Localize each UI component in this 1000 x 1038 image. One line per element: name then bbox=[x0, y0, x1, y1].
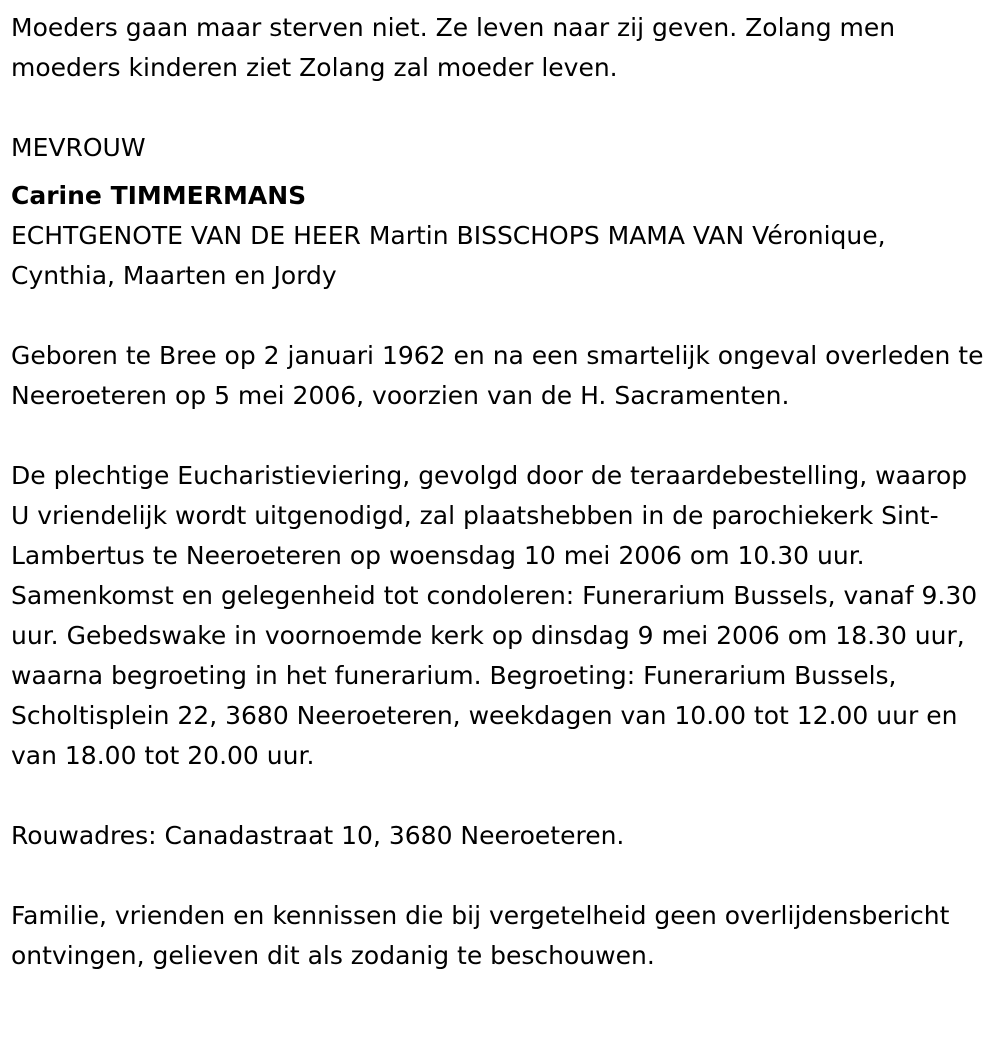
spacer bbox=[11, 856, 986, 896]
birth-death-details: Geboren te Bree op 2 januari 1962 en na een smartelijk ongeval overleden te Neeroeteren op 5 mei 2006, voorzien van de H. Sacramenten. bbox=[11, 341, 984, 410]
memorial-poem: Moeders gaan maar sterven niet. Ze leven naar zij geven. Zolang men moeders kinderen ziet Zolang zal moeder leven. bbox=[11, 13, 896, 82]
family-relations: ECHTGENOTE VAN DE HEER Martin BISSCHOPS MAMA VAN Véronique, Cynthia, Maarten en Jordy bbox=[11, 221, 886, 290]
deceased-name: Carine TIMMERMANS bbox=[11, 181, 307, 210]
salutation: MEVROUW bbox=[11, 133, 146, 162]
closing-notice: Familie, vrienden en kennissen die bij vergetelheid geen overlijdensbericht ontvingen, gelieven dit als zodanig te beschouwen. bbox=[11, 901, 950, 970]
spacer bbox=[11, 296, 986, 336]
spacer bbox=[11, 88, 986, 128]
spacer bbox=[11, 416, 986, 456]
spacer bbox=[11, 776, 986, 816]
ceremony-details: De plechtige Eucharistieviering, gevolgd door de teraardebestelling, waarop U vriendelijk wordt uitgenodigd, zal plaatshebben in de parochiekerk Sint-Lambertus te Neeroeteren op woensdag 10 mei 2006 om 10.30 uur. Samenkomst en gelegenheid tot condoleren: Funerarium Bussels, vanaf 9.30 uur. Gebedswake in voornoemde kerk op dinsdag 9 mei 2006 om 18.30 uur, waarna begroeting in het funerarium. Begroeting: Funerarium Bussels, Scholtisplein 22, 3680 Neeroeteren, weekdagen van 10.00 tot 12.00 uur en van 18.00 tot 20.00 uur. bbox=[11, 461, 978, 770]
obituary-document bbox=[11, 8, 986, 976]
mourning-address: Rouwadres: Canadastraat 10, 3680 Neeroeteren. bbox=[11, 821, 625, 850]
